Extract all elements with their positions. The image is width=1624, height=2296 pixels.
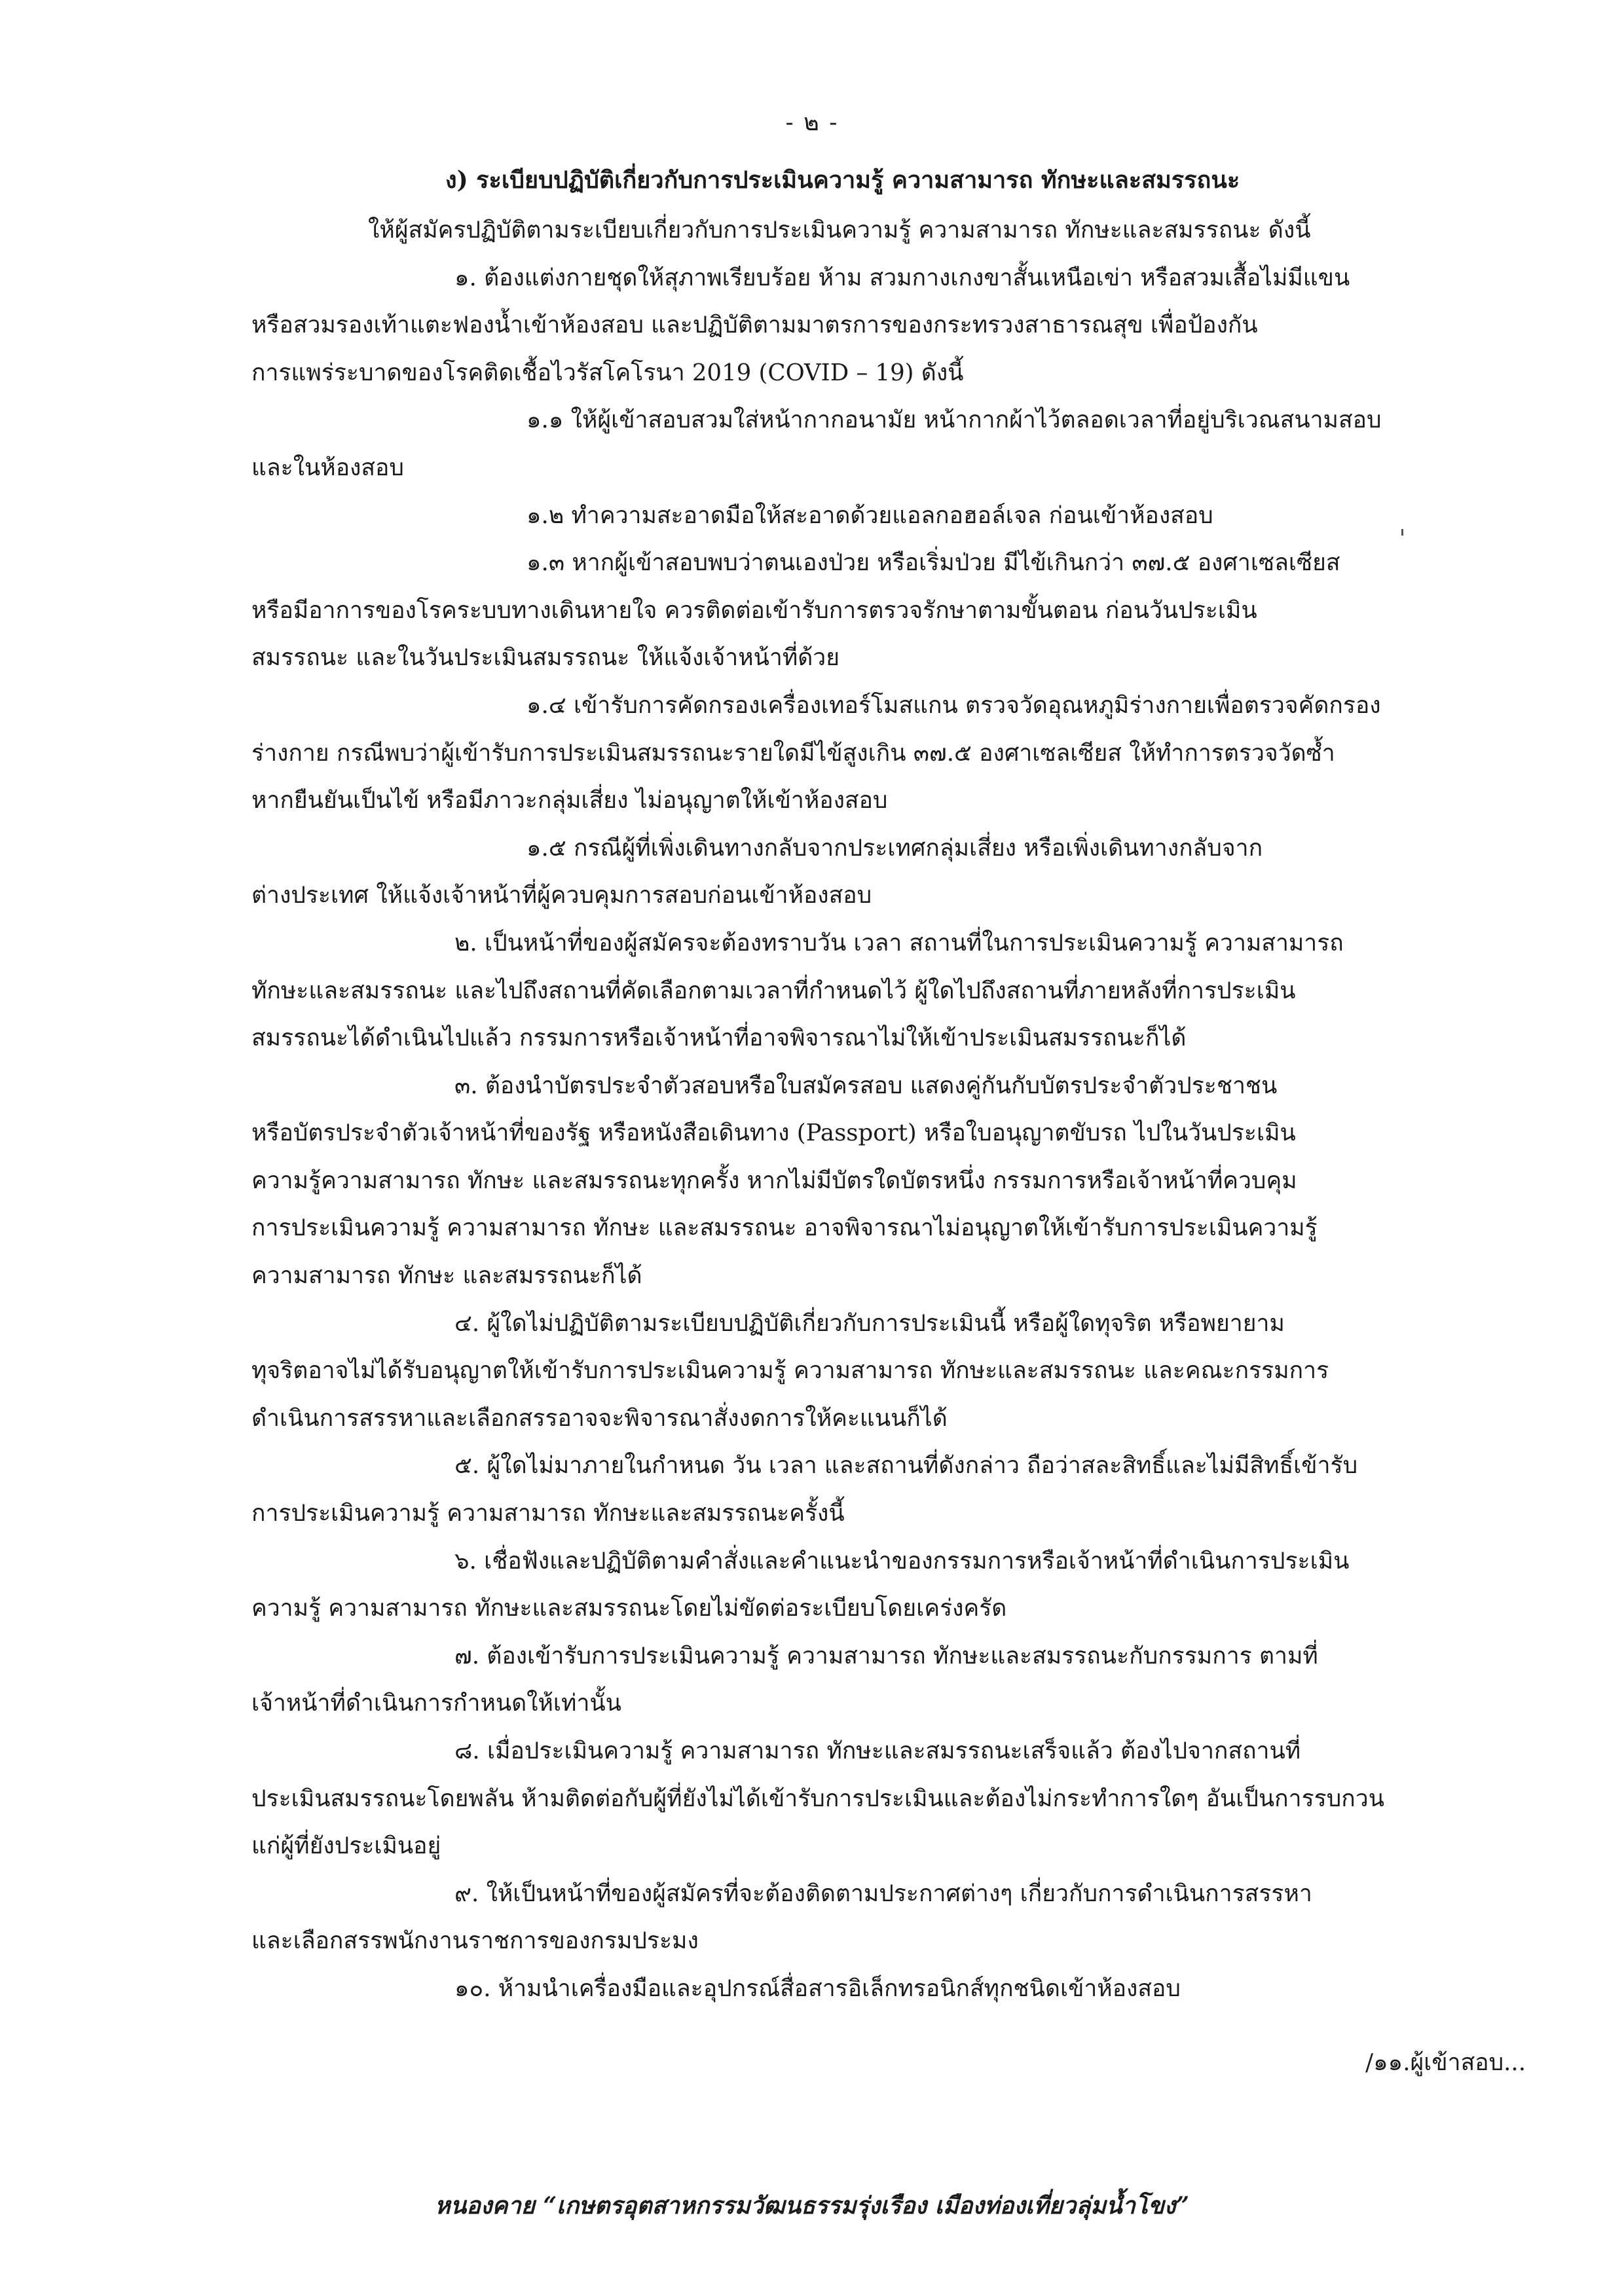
body-line: ทักษะและสมรรถนะ และไปถึงสถานที่คัดเลือกตามเวลาที่กำหนดไว้ ผู้ใดไปถึงสถานที่ภายหลังที่การประเมิน (251, 977, 1296, 1004)
body-line: ความรู้ความสามารถ ทักษะ และสมรรถนะทุกครั้ง หากไม่มีบัตรใดบัตรหนึ่ง กรรมการหรือเจ้าหน้าที่ควบคุม (251, 1167, 1297, 1194)
body-line: ความรู้ ความสามารถ ทักษะและสมรรถนะโดยไม่ขัดต่อระเบียบโดยเคร่งครัด (251, 1595, 1007, 1622)
body-line: ๑.๔ เข้ารับการคัดกรองเครื่องเทอร์โมสแกน ตรวจวัดอุณหภูมิร่างกายเพื่อตรวจคัดกรอง (526, 691, 1381, 719)
body-line: ๑. ต้องแต่งกายชุดให้สุภาพเรียบร้อย ห้าม สวมกางเกงขาสั้นเหนือเข่า หรือสวมเสื้อไม่มีแขน (454, 264, 1350, 291)
body-line: สมรรถนะได้ดำเนินไปแล้ว กรรมการหรือเจ้าหน้าที่อาจพิจารณาไม่ให้เข้าประเมินสมรรถนะก็ได้ (251, 1025, 1187, 1052)
body-line: ร่างกาย กรณีพบว่าผู้เข้ารับการประเมินสมรรถนะรายใดมีไข้สูงเกิน ๓๗.๕ องศาเซลเซียส ให้ทำการตรวจวัดซ้ำ (251, 739, 1335, 767)
body-line: ๑.๒ ทำความสะอาดมือให้สะอาดด้วยแอลกอฮอล์เจล ก่อนเข้าห้องสอบ (526, 501, 1213, 529)
document-body (251, 207, 1535, 2013)
body-line: หรือบัตรประจำตัวเจ้าหน้าที่ของรัฐ หรือหนังสือเดินทาง (Passport) หรือใบอนุญาตขับรถ ไปในวันประเมิน (251, 1120, 1296, 1147)
body-line: ๓. ต้องนำบัตรประจำตัวสอบหรือใบสมัครสอบ แสดงคู่กันกับบัตรประจำตัวประชาชน (454, 1072, 1278, 1099)
footer-slogan: หนองคาย “เกษตรอุตสาหกรรมวัฒนธรรมรุ่งเรือง เมืองท่องเที่ยวลุ่มน้ำโขง” (434, 2192, 1190, 2219)
body-line: การประเมินความรู้ ความสามารถ ทักษะ และสมรรถนะ อาจพิจารณาไม่อนุญาตให้เข้ารับการประเมินความรู้ (251, 1214, 1318, 1242)
body-line: ให้ผู้สมัครปฏิบัติตามระเบียบเกี่ยวกับการประเมินความรู้ ความสามารถ ทักษะและสมรรถนะ ดังนี้ (368, 217, 1311, 244)
body-line: ๒. เป็นหน้าที่ของผู้สมัครจะต้องทราบวัน เวลา สถานที่ในการประเมินความรู้ ความสามารถ (454, 929, 1344, 957)
continuation-note: /๑๑.ผู้เข้าสอบ... (1365, 2049, 1526, 2076)
body-line: ๑.๓ หากผู้เข้าสอบพบว่าตนเองป่วย หรือเริ่มป่วย มีไข้เกินกว่า ๓๗.๕ องศาเซลเซียส (526, 549, 1340, 577)
body-line: ๑๐. ห้ามนำเครื่องมือและอุปกรณ์สื่อสารอิเล็กทรอนิกส์ทุกชนิดเข้าห้องสอบ (454, 1975, 1181, 2002)
body-line: หากยืนยันเป็นไข้ หรือมีภาวะกลุ่มเสี่ยง ไม่อนุญาตให้เข้าห้องสอบ (251, 787, 888, 814)
body-line: ดำเนินการสรรหาและเลือกสรรอาจจะพิจารณาสั่งงดการให้คะแนนก็ได้ (251, 1404, 948, 1432)
body-line: ๖. เชื่อฟังและปฏิบัติตามคำสั่งและคำแนะนำของกรรมการหรือเจ้าหน้าที่ดำเนินการประเมิน (454, 1547, 1350, 1575)
body-line: การประเมินความรู้ ความสามารถ ทักษะและสมรรถนะครั้งนี้ (251, 1500, 845, 1527)
body-line: ๑.๑ ให้ผู้เข้าสอบสวมใส่หน้ากากอนามัย หน้ากากผ้าไว้ตลอดเวลาที่อยู่บริเวณสนามสอบ (526, 407, 1382, 434)
section-heading: ง) ระเบียบปฏิบัติเกี่ยวกับการประเมินความรู้ ความสามารถ ทักษะและสมรรถนะ (445, 166, 1240, 194)
body-line: ๔. ผู้ใดไม่ปฏิบัติตามระเบียบปฏิบัติเกี่ยวกับการประเมินนี้ หรือผู้ใดทุจริต หรือพยายาม (454, 1309, 1285, 1337)
body-line: หรือมีอาการของโรคระบบทางเดินหายใจ ควรติดต่อเข้ารับการตรวจรักษาตามขั้นตอน ก่อนวันประเมิน (251, 596, 1257, 624)
body-line: และเลือกสรรพนักงานราชการของกรมประมง (251, 1927, 699, 1955)
body-line: และในห้องสอบ (251, 454, 404, 481)
body-line: ๕. ผู้ใดไม่มาภายในกำหนด วัน เวลา และสถานที่ดังกล่าว ถือว่าสละสิทธิ์และไม่มีสิทธิ์เข้ารับ (454, 1452, 1358, 1480)
body-line: ๙. ให้เป็นหน้าที่ของผู้สมัครที่จะต้องติดตามประกาศต่างๆ เกี่ยวกับการดำเนินการสรรหา (454, 1880, 1312, 1907)
body-line: หรือสวมรองเท้าแตะฟองน้ำเข้าห้องสอบ และปฏิบัติตามมาตรการของกระทรวงสาธารณสุข เพื่อป้องกัน (251, 312, 1258, 339)
body-line: ประเมินสมรรถนะโดยพลัน ห้ามติดต่อกับผู้ที่ยังไม่ได้เข้ารับการประเมินและต้องไม่กระทำการใดๆ อันเป็นการรบกวน (251, 1785, 1384, 1812)
page-number: - ๒ - (785, 109, 839, 136)
body-line: ๗. ต้องเข้ารับการประเมินความรู้ ความสามารถ ทักษะและสมรรถนะกับกรรมการ ตามที่ (454, 1642, 1318, 1669)
body-line: ต่างประเทศ ให้แจ้งเจ้าหน้าที่ผู้ควบคุมการสอบก่อนเข้าห้องสอบ (251, 882, 872, 909)
body-line: ทุจริตอาจไม่ได้รับอนุญาตให้เข้ารับการประเมินความรู้ ความสามารถ ทักษะและสมรรถนะ และคณะกรรมการ (251, 1357, 1329, 1385)
body-line: การแพร่ระบาดของโรคติดเชื้อไวรัสโคโรนา 2019 (COVID – 19) ดังนี้ (251, 359, 964, 386)
body-line: ความสามารถ ทักษะ และสมรรถนะก็ได้ (251, 1262, 642, 1290)
body-line: สมรรถนะ และในวันประเมินสมรรถนะ ให้แจ้งเจ้าหน้าที่ด้วย (251, 644, 840, 672)
body-line: เจ้าหน้าที่ดำเนินการกำหนดให้เท่านั้น (251, 1690, 621, 1717)
body-line: ๑.๕ กรณีผู้ที่เพิ่งเดินทางกลับจากประเทศกลุ่มเสี่ยง หรือเพิ่งเดินทางกลับจาก (526, 834, 1263, 862)
body-line: แก่ผู้ที่ยังประเมินอยู่ (251, 1832, 441, 1860)
body-line: ๘. เมื่อประเมินความรู้ ความสามารถ ทักษะและสมรรถนะเสร็จแล้ว ต้องไปจากสถานที่ (454, 1738, 1301, 1764)
